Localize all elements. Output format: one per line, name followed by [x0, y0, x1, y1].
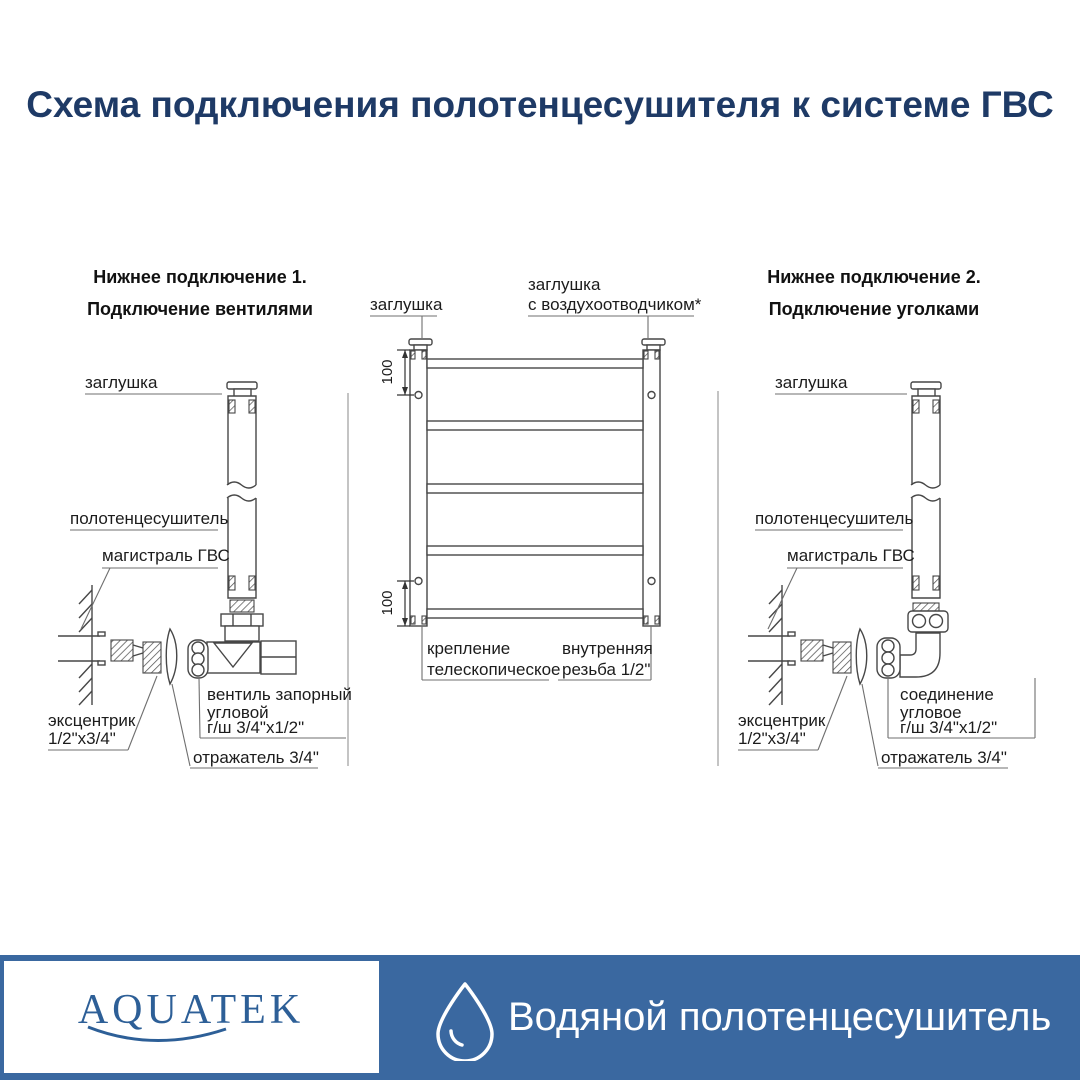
ladder-cap-left [409, 339, 432, 350]
ladder-mount-label-2: телескопическое [427, 660, 561, 679]
left-heading-1: Нижнее подключение 1. [93, 267, 307, 287]
right-reflector-leader [862, 684, 878, 766]
right-heading-1: Нижнее подключение 2. [767, 267, 981, 287]
ladder-mount-label-1: крепление [427, 639, 511, 658]
ladder-thread-label-2: резьба 1/2" [562, 660, 651, 679]
left-reflector-leader [172, 684, 190, 766]
ladder-dimension-bottom [379, 581, 414, 626]
left-reflector-label: отражатель 3/4" [193, 748, 319, 767]
right-towel-rail-pipe [911, 396, 940, 598]
right-eccentric-fitting [801, 640, 851, 673]
left-valve-label-2: угловой [207, 703, 269, 722]
left-cap-label: заглушка [85, 373, 158, 392]
footer-bar [0, 955, 1080, 1080]
product-title: Водяной полотенцесушитель [508, 995, 1052, 1039]
right-elbow-fitting [900, 633, 940, 677]
ladder-rungs [427, 359, 643, 618]
right-cap-label: заглушка [775, 373, 848, 392]
right-union-nut [908, 603, 948, 632]
right-mains-pipe [748, 632, 795, 665]
ladder-airvent-label-1: заглушка [528, 275, 601, 294]
right-union-label-3: г/ш 3/4"х1/2" [900, 718, 998, 737]
ladder-cap-right [642, 339, 665, 350]
aquatek-logo [4, 961, 379, 1073]
right-reflector [856, 629, 867, 684]
ladder-airvent-label-2: с воздухоотводчиком* [528, 295, 702, 314]
left-mains-leader-diag [81, 568, 110, 629]
left-rail-label: полотенцесушитель [70, 509, 229, 528]
water-drop-icon [430, 979, 500, 1061]
left-reflector [166, 629, 177, 684]
ladder-dimension-top [379, 350, 414, 395]
brand-wordmark: AQUATEK [77, 987, 305, 1033]
right-cap [911, 382, 941, 397]
right-union-label-2: угловое [900, 703, 962, 722]
left-angle-valve [188, 640, 296, 678]
diagram-towel-rail-ladder [370, 275, 702, 680]
right-rail-label: полотенцесушитель [755, 509, 914, 528]
left-mains-label: магистраль ГВС [102, 546, 230, 565]
left-valve-leader [199, 678, 200, 738]
left-heading-2: Подключение вентилями [87, 299, 313, 319]
left-union-nut [221, 600, 263, 641]
diagram-connection-elbows [738, 267, 1035, 768]
right-union-label-1: соединение [900, 685, 994, 704]
left-valve-label-1: вентиль запорный [207, 685, 352, 704]
ladder-dim-top-value: 100 [379, 359, 396, 385]
diagram-connection-valves [48, 267, 352, 768]
right-angle-union [877, 638, 900, 678]
left-eccentric-label-1: эксцентрик [48, 711, 136, 730]
right-mains-label: магистраль ГВС [787, 546, 915, 565]
ladder-dim-bottom-value: 100 [379, 590, 396, 616]
right-eccentric-label-2: 1/2"х3/4" [738, 729, 806, 748]
right-reflector-label: отражатель 3/4" [881, 748, 1007, 767]
connection-diagram [0, 258, 1080, 788]
left-eccentric-fitting [111, 640, 161, 673]
brand-logo-box [4, 961, 379, 1073]
ladder-thread-label-1: внутренняя [562, 639, 653, 658]
left-valve-label-3: г/ш 3/4"х1/2" [207, 718, 305, 737]
right-eccentric-label-1: эксцентрик [738, 711, 826, 730]
left-cap [227, 382, 257, 397]
left-mains-pipe [58, 632, 105, 665]
ladder-cap-left-label: заглушка [370, 295, 443, 314]
left-towel-rail-pipe [227, 396, 256, 598]
right-heading-2: Подключение уголками [768, 299, 980, 319]
left-wall [79, 585, 92, 705]
left-eccentric-label-2: 1/2"х3/4" [48, 729, 116, 748]
page-title: Схема подключения полотенцесушителя к системе ГВС [26, 84, 1054, 125]
